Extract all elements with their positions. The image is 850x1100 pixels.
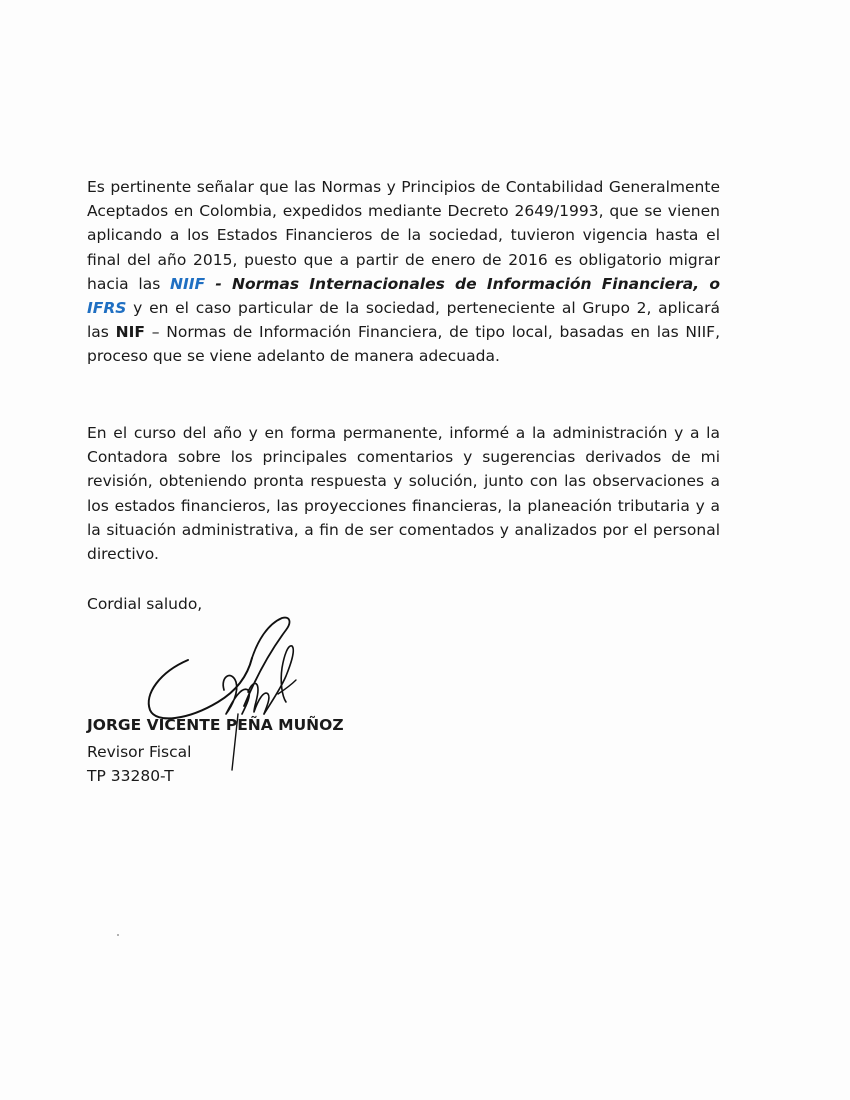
scan-speck	[117, 934, 119, 936]
ifrs-acronym: IFRS	[87, 299, 127, 318]
closing-salutation: Cordial saludo,	[87, 595, 203, 613]
signer-professional-card: TP 33280-T	[87, 767, 174, 785]
paragraph-administration-report: En el curso del año y en forma permanente, informé a la administración y a la Contadora sobre los principales comentarios y sugerencias derivados de mi revisión, obteniendo pronta respuesta y solución, junto con las observaciones a los estados financieros, las proyecciones financieras, la planeación tributaria y a la situación administrativa, a fin de ser comentados y analizados por el personal directivo.	[87, 424, 720, 564]
dash-separator: -	[205, 274, 232, 293]
paragraph-niif-transition	[87, 175, 720, 369]
nif-acronym: NIF	[115, 323, 145, 342]
niif-full-name: Normas Internacionales de Información Financiera, o	[231, 274, 721, 293]
paragraph-text: Es pertinente señalar que las Normas y Principios de Contabilidad Generalmente Aceptados en Colombia, expedidos mediante Decreto 2649/1993, que se vienen aplicando a los Estados Financieros de la sociedad, tuvieron vigencia hasta el final del año 2015, puesto que a partir de enero de 2016 es obligatorio migrar hacia las	[87, 178, 720, 293]
paragraph-text: y en el caso particular de la sociedad, perteneciente al Grupo 2, aplicará las	[87, 299, 720, 342]
signer-name: JORGE VICENTE PEÑA MUÑOZ	[87, 716, 344, 734]
niif-acronym: NIIF	[170, 274, 206, 293]
signer-role: Revisor Fiscal	[87, 743, 192, 761]
paragraph-text: – Normas de Información Financiera, de tipo local, basadas en las NIIF, proceso que se viene adelanto de manera adecuada.	[87, 323, 721, 366]
